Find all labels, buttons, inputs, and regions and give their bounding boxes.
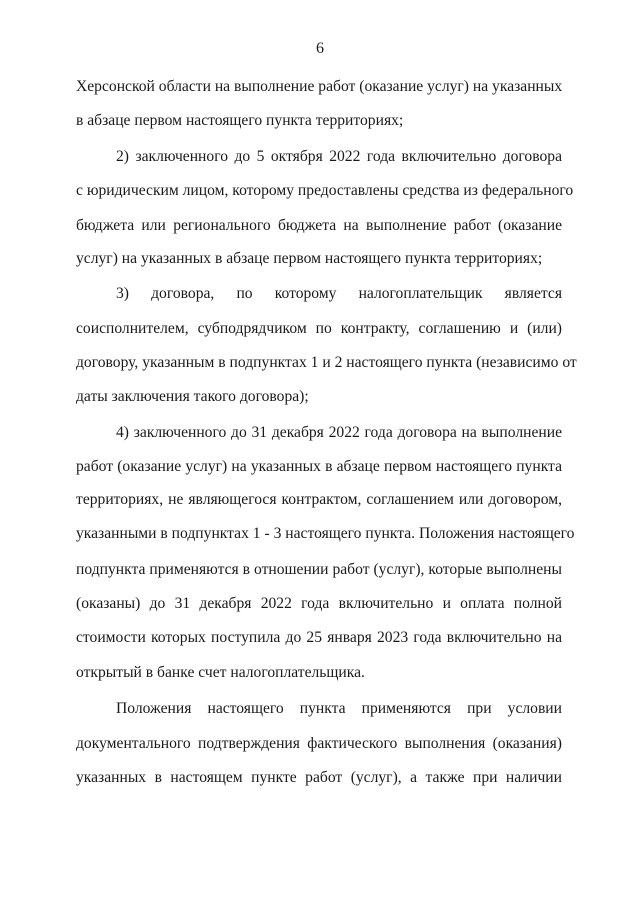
- text-line: бюджета или регионального бюджета на выполнение работ (оказание: [76, 217, 562, 234]
- text-line: Положения настоящего пункта применяются при условии: [116, 700, 562, 717]
- text-line: работ (оказание услуг) на указанных в абзаце первом настоящего пункта: [76, 458, 562, 475]
- text-line: даты заключения такого договора);: [76, 388, 309, 405]
- text-line: (оказаны) до 31 декабря 2022 года включительно и оплата полной: [76, 595, 562, 612]
- text-line: открытый в банке счет налогоплательщика.: [76, 664, 365, 681]
- text-line: стоимости которых поступила до 25 января 2023 года включительно на: [76, 629, 562, 646]
- page-number: 6: [316, 40, 324, 57]
- text-line: договору, указанным в подпунктах 1 и 2 настоящего пункта (независимо от: [76, 354, 577, 371]
- text-line: указанных в настоящем пункте работ (услуг), а также при наличии: [76, 769, 562, 786]
- text-line: документального подтверждения фактического выполнения (оказания): [76, 735, 562, 752]
- text-line: Херсонской области на выполнение работ (оказание услуг) на указанных: [76, 78, 563, 95]
- text-line: с юридическим лицом, которому предоставлены средства из федерального: [76, 182, 574, 199]
- text-line: 3) договора, по которому налогоплательщик является: [116, 285, 562, 302]
- text-line: соисполнителем, субподрядчиком по контракту, соглашению и (или): [76, 320, 562, 337]
- text-line: 2) заключенного до 5 октября 2022 года включительно договора: [116, 148, 562, 165]
- text-line: подпункта применяются в отношении работ (услуг), которые выполнены: [76, 561, 562, 578]
- text-line: в абзаце первом настоящего пункта территориях;: [76, 112, 404, 129]
- text-line: услуг) на указанных в абзаце первом настоящего пункта территориях;: [76, 250, 543, 267]
- text-line: 4) заключенного до 31 декабря 2022 года договора на выполнение: [116, 424, 562, 441]
- text-line: указанными в подпунктах 1 - 3 настоящего пункта. Положения настоящего: [76, 525, 575, 542]
- text-line: территориях, не являющегося контрактом, соглашением или договором,: [76, 491, 562, 508]
